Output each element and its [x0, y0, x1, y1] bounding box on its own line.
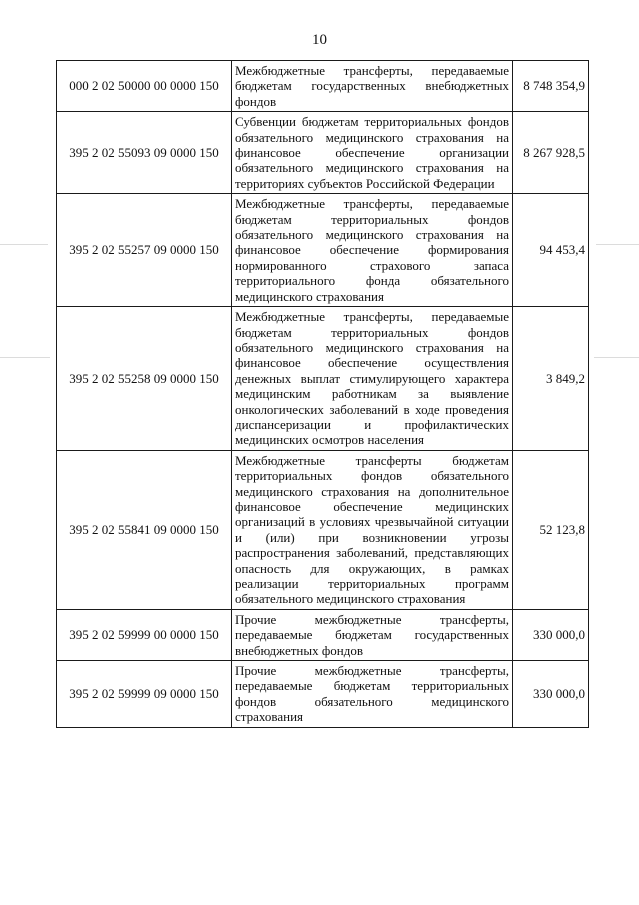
table-row — [57, 61, 589, 112]
budget-code: 395 2 02 55093 09 0000 150 — [57, 112, 232, 194]
budget-code: 395 2 02 59999 09 0000 150 — [57, 661, 232, 728]
item-description: Субвенции бюджетам территориальных фондов обязательного медицинского страхования на финансовое обеспечение организации обязательного медицинского страхования на территориях субъектов Российской Федерации — [232, 112, 513, 194]
budget-code: 395 2 02 55257 09 0000 150 — [57, 194, 232, 307]
amount-value: 330 000,0 — [513, 609, 589, 660]
table-row — [57, 450, 589, 609]
item-description: Прочие межбюджетные трансферты, передаваемые бюджетам государственных внебюджетных фондов — [232, 609, 513, 660]
budget-code: 395 2 02 59999 00 0000 150 — [57, 609, 232, 660]
table-row — [57, 609, 589, 660]
amount-value: 52 123,8 — [513, 450, 589, 609]
amount-value: 330 000,0 — [513, 661, 589, 728]
table-row — [57, 194, 589, 307]
amount-value: 8 267 928,5 — [513, 112, 589, 194]
table-row — [57, 307, 589, 451]
item-description: Межбюджетные трансферты, передаваемые бюджетам территориальных фондов обязательного медицинского страхования на финансовое обеспечение формирования нормированного страхового запаса территориального фонда обязательного медицинского страхования — [232, 194, 513, 307]
item-description: Межбюджетные трансферты, передаваемые бюджетам территориальных фондов обязательного медицинского страхования на финансовое обеспечение осуществления денежных выплат стимулирующего характера медицинским работникам за выявление онкологических заболеваний в ходе проведения диспансеризации и профилактических медицинских осмотров населения — [232, 307, 513, 451]
table-row — [57, 112, 589, 194]
amount-value: 8 748 354,9 — [513, 61, 589, 112]
scan-artifact-line — [0, 357, 50, 358]
table-row — [57, 661, 589, 728]
scan-artifact-line — [596, 244, 639, 245]
item-description: Межбюджетные трансферты, передаваемые бюджетам государственных внебюджетных фондов — [232, 61, 513, 112]
scan-artifact-line — [594, 357, 639, 358]
item-description: Прочие межбюджетные трансферты, передаваемые бюджетам территориальных фондов обязательного медицинского страхования — [232, 661, 513, 728]
amount-value: 94 453,4 — [513, 194, 589, 307]
item-description: Межбюджетные трансферты бюджетам территориальных фондов обязательного медицинского страхования на дополнительное финансовое обеспечение медицинских организаций в условиях чрезвычайной ситуации и (или) при возникновении угрозы распространения заболеваний, представляющих опасность для окружающих, в рамках реализации территориальных программ обязательного медицинского страхования — [232, 450, 513, 609]
budget-code: 000 2 02 50000 00 0000 150 — [57, 61, 232, 112]
budget-code: 395 2 02 55258 09 0000 150 — [57, 307, 232, 451]
page-number: 10 — [312, 32, 327, 48]
budget-code: 395 2 02 55841 09 0000 150 — [57, 450, 232, 609]
amount-value: 3 849,2 — [513, 307, 589, 451]
scan-artifact-line — [0, 244, 48, 245]
budget-table — [56, 60, 589, 728]
